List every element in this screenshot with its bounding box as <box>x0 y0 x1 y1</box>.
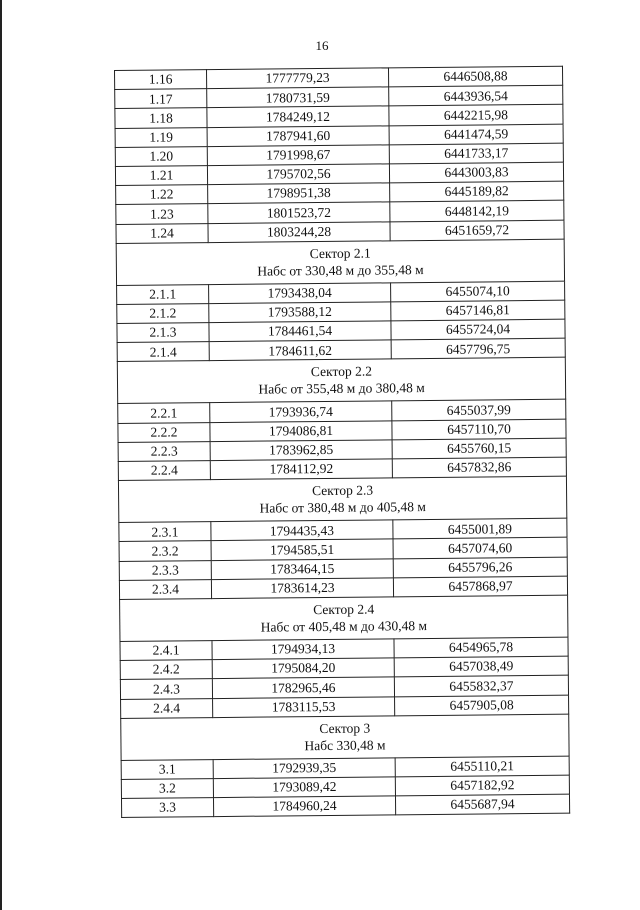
y-coordinate-cell: 6454965,78 <box>394 637 568 658</box>
y-coordinate-cell: 6455796,26 <box>393 557 567 578</box>
y-coordinate-cell: 6455760,15 <box>392 438 566 459</box>
point-number-cell: 1.20 <box>115 146 207 166</box>
x-coordinate-cell: 1783115,53 <box>213 696 395 717</box>
sector-title: Сектор 2.2 <box>310 363 372 380</box>
point-number-cell: 3.1 <box>121 759 213 779</box>
sector-header-cell <box>116 239 564 285</box>
y-coordinate-cell: 6457110,70 <box>392 419 566 440</box>
point-number-cell: 2.1.4 <box>117 342 209 362</box>
point-number-cell: 2.1.2 <box>117 303 209 323</box>
y-coordinate-cell: 6457146,81 <box>391 300 565 321</box>
point-number-cell: 1.21 <box>115 166 207 186</box>
x-coordinate-cell: 1782965,46 <box>212 677 394 698</box>
point-number-cell: 2.2.1 <box>118 403 210 423</box>
point-number-cell: 2.1.3 <box>117 323 209 343</box>
x-coordinate-cell: 1791998,67 <box>207 145 389 166</box>
x-coordinate-cell: 1794934,13 <box>212 639 394 660</box>
point-number-cell: 1.22 <box>116 185 208 205</box>
x-coordinate-cell: 1777779,23 <box>207 68 389 89</box>
point-number-cell: 2.4.1 <box>120 641 212 661</box>
x-coordinate-cell: 1784112,92 <box>210 459 392 480</box>
y-coordinate-cell: 6443003,83 <box>389 162 563 183</box>
y-coordinate-cell: 6455037,99 <box>392 400 566 421</box>
point-number-cell: 2.3.2 <box>119 541 211 561</box>
x-coordinate-cell: 1793588,12 <box>209 302 391 323</box>
point-number-cell: 2.4.2 <box>120 660 212 680</box>
x-coordinate-cell: 1780731,59 <box>207 87 389 108</box>
sector-title: Сектор 2.1 <box>309 245 371 261</box>
sector-height-range: Набс от 355,48 м до 380,48 м <box>258 380 425 398</box>
sector-title: Сектор 3 <box>319 720 371 736</box>
sector-header-cell <box>120 595 568 641</box>
x-coordinate-cell: 1795084,20 <box>212 658 394 679</box>
x-coordinate-cell: 1794435,43 <box>211 520 393 541</box>
sector-header-row <box>121 714 569 760</box>
point-number-cell: 1.16 <box>115 70 207 90</box>
y-coordinate-cell: 6455001,89 <box>393 518 567 539</box>
sector-title: Сектор 2.4 <box>313 601 375 618</box>
point-number-cell: 2.1.1 <box>117 284 209 304</box>
y-coordinate-cell: 6457182,92 <box>395 775 569 796</box>
x-coordinate-cell: 1783614,23 <box>211 578 393 599</box>
sector-header-cell <box>117 358 565 404</box>
sector-height-range: Набс от 405,48 м до 430,48 м <box>260 617 428 635</box>
y-coordinate-cell: 6455687,94 <box>395 794 569 815</box>
y-coordinate-cell: 6457074,60 <box>393 538 567 559</box>
point-number-cell: 2.2.4 <box>118 461 210 481</box>
x-coordinate-cell: 1798951,38 <box>208 183 390 204</box>
x-coordinate-cell: 1794086,81 <box>210 420 392 441</box>
y-coordinate-cell: 6451659,72 <box>390 220 564 241</box>
y-coordinate-cell: 6441474,59 <box>389 124 563 145</box>
x-coordinate-cell: 1784249,12 <box>207 106 389 127</box>
y-coordinate-cell: 6445189,82 <box>390 181 564 202</box>
y-coordinate-cell: 6441733,17 <box>389 143 563 164</box>
sector-header-row <box>116 239 564 285</box>
x-coordinate-cell: 1783962,85 <box>210 440 392 461</box>
y-coordinate-cell: 6457868,97 <box>393 576 567 597</box>
table-row <box>121 794 569 817</box>
y-coordinate-cell: 6457038,49 <box>394 656 568 677</box>
x-coordinate-cell: 1803244,28 <box>208 221 390 242</box>
y-coordinate-cell: 6457905,08 <box>395 695 569 716</box>
point-number-cell: 3.2 <box>121 778 213 798</box>
x-coordinate-cell: 1794585,51 <box>211 539 393 560</box>
point-number-cell: 2.4.4 <box>121 698 213 718</box>
point-number-cell: 2.3.3 <box>119 560 211 580</box>
sector-height-range: Набс 330,48 м <box>304 737 386 753</box>
y-coordinate-cell: 6455074,10 <box>391 281 565 302</box>
point-number-cell: 2.2.3 <box>118 441 210 461</box>
coordinates-table <box>114 66 570 819</box>
x-coordinate-cell: 1793936,74 <box>210 401 392 422</box>
x-coordinate-cell: 1784611,62 <box>209 340 391 361</box>
x-coordinate-cell: 1784960,24 <box>213 796 395 817</box>
point-number-cell: 2.3.1 <box>119 522 211 542</box>
x-coordinate-cell: 1801523,72 <box>208 202 390 223</box>
point-number-cell: 2.3.4 <box>119 579 211 599</box>
page-number: 16 <box>315 38 329 53</box>
y-coordinate-cell: 6448142,19 <box>390 201 564 222</box>
point-number-cell: 1.24 <box>116 223 208 243</box>
x-coordinate-cell: 1793089,42 <box>213 777 395 798</box>
y-coordinate-cell: 6442215,98 <box>389 105 563 126</box>
sector-header-cell <box>118 476 566 522</box>
point-number-cell: 1.18 <box>115 108 207 128</box>
y-coordinate-cell: 6457796,75 <box>391 338 565 359</box>
y-coordinate-cell: 6446508,88 <box>388 66 562 87</box>
y-coordinate-cell: 6455724,04 <box>391 319 565 340</box>
x-coordinate-cell: 1787941,60 <box>207 125 389 146</box>
y-coordinate-cell: 6443936,54 <box>389 85 563 106</box>
sector-height-range: Набс от 380,48 м до 405,48 м <box>259 499 426 516</box>
point-number-cell: 1.17 <box>115 89 207 109</box>
x-coordinate-cell: 1793438,04 <box>209 283 391 304</box>
sector-height-range: Набс от 330,48 м до 355,48 м <box>257 261 424 279</box>
point-number-cell: 1.19 <box>115 127 207 147</box>
point-number-cell: 1.23 <box>116 204 208 224</box>
x-coordinate-cell: 1783464,15 <box>211 558 393 579</box>
x-coordinate-cell: 1795702,56 <box>207 164 389 185</box>
y-coordinate-cell: 6457832,86 <box>392 457 566 478</box>
sector-header-row <box>118 476 566 522</box>
sector-header-cell <box>121 714 569 760</box>
sector-header-row <box>120 595 568 641</box>
sector-title: Сектор 2.3 <box>311 482 374 499</box>
y-coordinate-cell: 6455110,21 <box>395 756 569 777</box>
x-coordinate-cell: 1792939,35 <box>213 758 395 779</box>
coordinates-table-body <box>115 66 570 818</box>
point-number-cell: 3.3 <box>121 798 213 818</box>
point-number-cell: 2.4.3 <box>120 679 212 699</box>
point-number-cell: 2.2.2 <box>118 422 210 442</box>
coordinates-table-container <box>114 66 569 819</box>
y-coordinate-cell: 6455832,37 <box>394 675 568 696</box>
x-coordinate-cell: 1784461,54 <box>209 321 391 342</box>
sector-header-row <box>117 358 565 404</box>
